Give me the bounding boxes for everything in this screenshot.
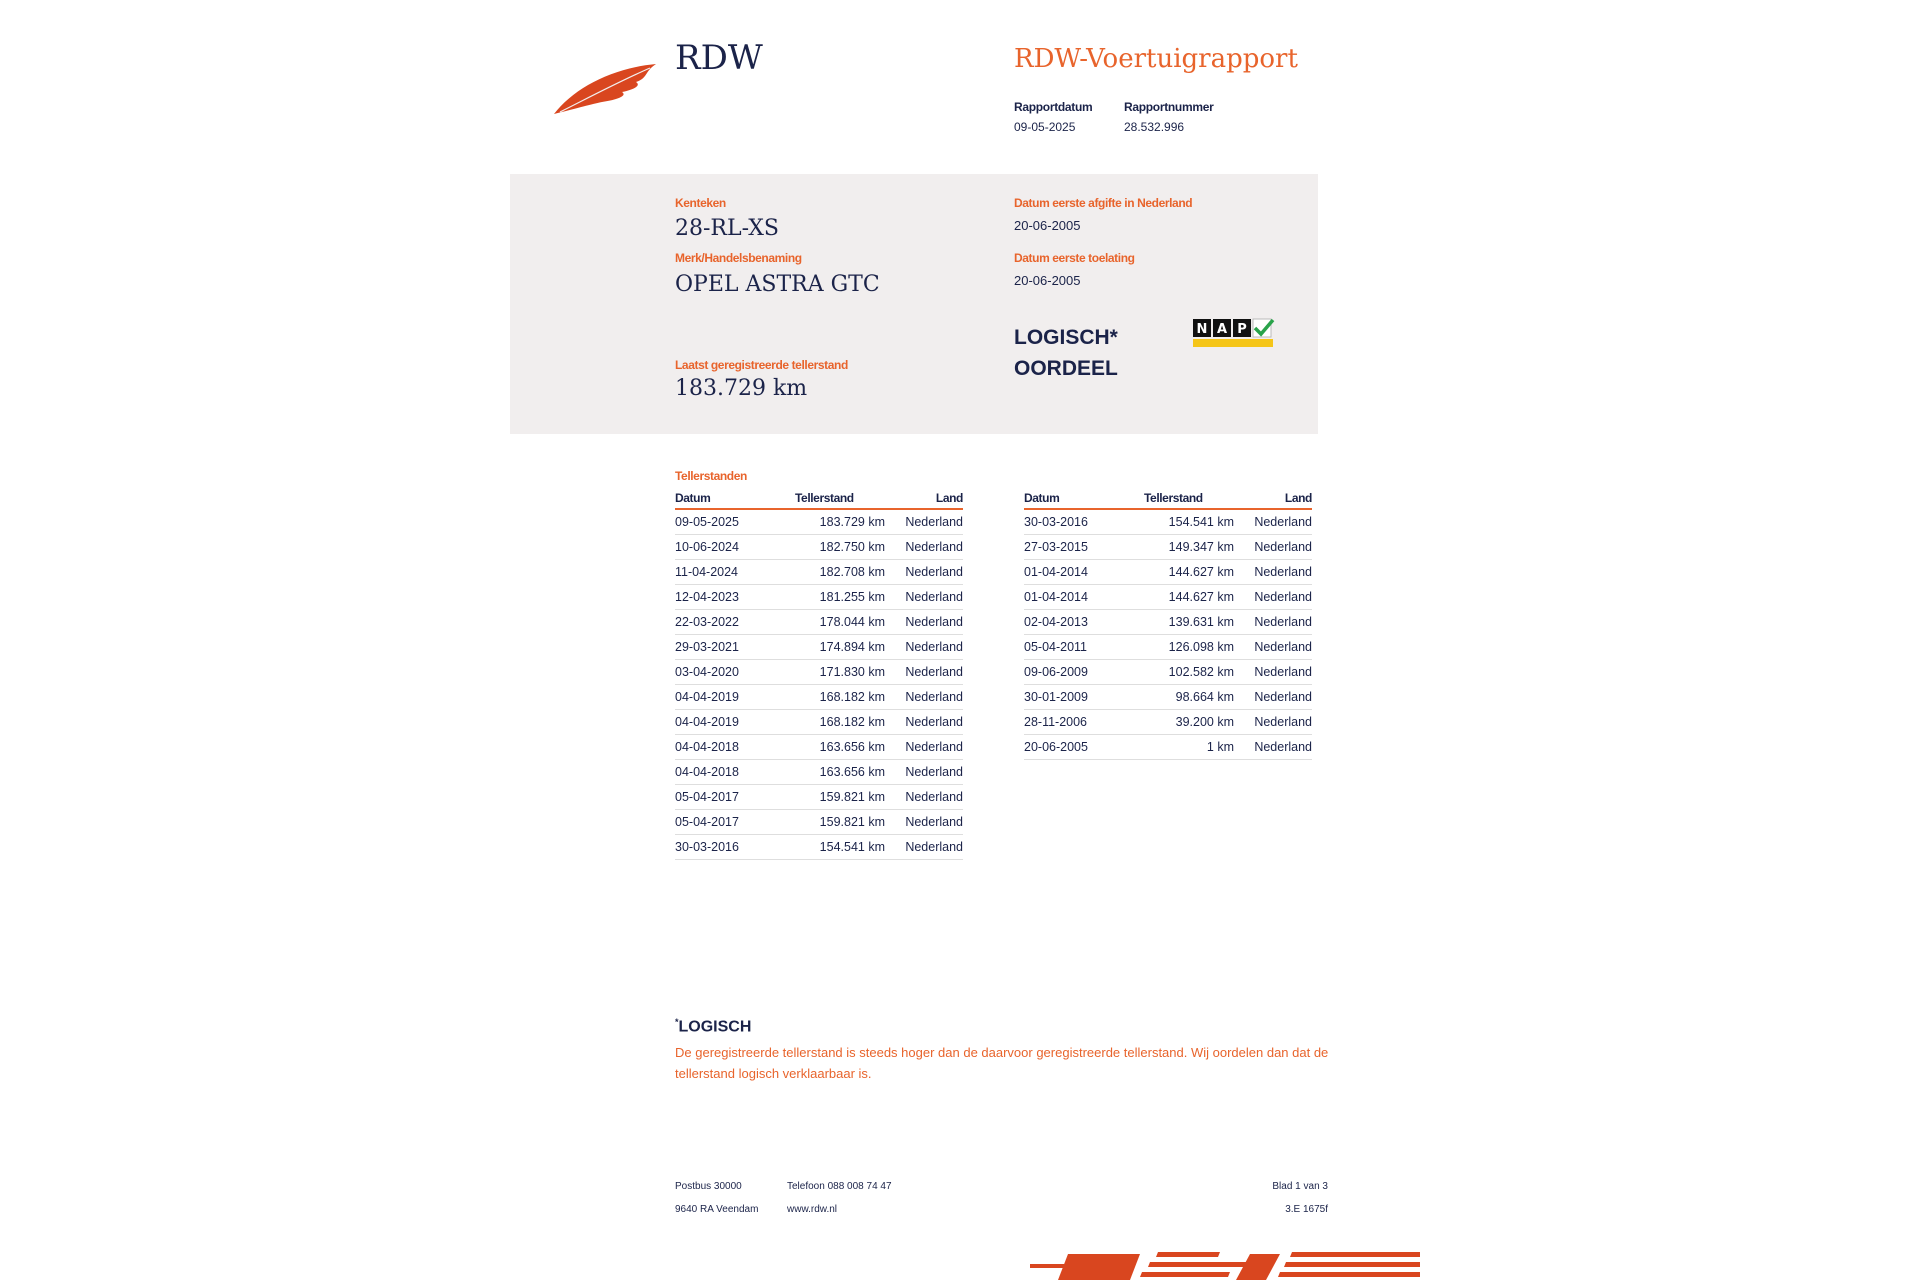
row-reading: 126.098 km [1168, 640, 1234, 654]
rdw-feather-logo-icon [552, 58, 662, 118]
nap-letter-a: A [1216, 322, 1228, 337]
row-country: Nederland [1254, 615, 1312, 629]
row-country: Nederland [905, 640, 963, 654]
row-date: 05-04-2017 [675, 815, 739, 829]
table-row [1024, 635, 1312, 660]
verdict-line-1: LOGISCH* [1014, 326, 1118, 349]
row-country: Nederland [905, 690, 963, 704]
row-date: 04-04-2019 [675, 715, 739, 729]
row-reading: 144.627 km [1168, 565, 1234, 579]
footer-code: 3.E 1675f [1285, 1204, 1328, 1215]
row-date: 30-03-2016 [1024, 515, 1088, 529]
row-date: 04-04-2019 [675, 690, 739, 704]
row-reading: 154.541 km [819, 840, 885, 854]
row-reading: 1 km [1206, 740, 1234, 754]
row-country: Nederland [905, 765, 963, 779]
row-reading: 144.627 km [1168, 590, 1234, 604]
table-row [675, 785, 963, 810]
nap-letter-p: P [1237, 322, 1247, 337]
first-issue-value: 20-06-2005 [1014, 218, 1081, 233]
row-reading: 182.750 km [819, 540, 885, 554]
table-row [675, 635, 963, 660]
row-reading: 178.044 km [819, 615, 885, 629]
table-row [675, 685, 963, 710]
odometer-table-left [675, 490, 963, 860]
row-country: Nederland [905, 615, 963, 629]
row-reading: 159.821 km [819, 815, 885, 829]
plate-value: 28-RL-XS [675, 216, 779, 241]
brand-name: RDW [675, 38, 763, 78]
table-row [1024, 660, 1312, 685]
header-date: Datum [1024, 491, 1060, 505]
table-row [675, 810, 963, 835]
row-reading: 181.255 km [819, 590, 885, 604]
make-value: OPEL ASTRA GTC [675, 272, 880, 297]
report-number: 28.532.996 [1124, 120, 1185, 134]
row-country: Nederland [1254, 590, 1312, 604]
row-date: 22-03-2022 [675, 615, 739, 629]
row-country: Nederland [905, 565, 963, 579]
make-label: Merk/Handelsbenaming [675, 251, 802, 265]
row-reading: 163.656 km [819, 740, 885, 754]
note-title-text: LOGISCH [678, 1018, 752, 1036]
row-date: 03-04-2020 [675, 665, 739, 679]
row-country: Nederland [1254, 690, 1312, 704]
table-header [1024, 490, 1312, 510]
vehicle-summary-panel [510, 174, 1318, 434]
table-row [675, 535, 963, 560]
table-row [675, 560, 963, 585]
report-title: RDW-Voertuigrapport [1014, 44, 1298, 74]
odometer-section-title: Tellerstanden [675, 469, 747, 483]
footer-page: Blad 1 van 3 [1272, 1181, 1328, 1192]
row-reading: 163.656 km [819, 765, 885, 779]
row-date: 04-04-2018 [675, 740, 739, 754]
first-admission-value: 20-06-2005 [1014, 273, 1081, 288]
row-date: 09-06-2009 [1024, 665, 1088, 679]
row-date: 02-04-2013 [1024, 615, 1088, 629]
first-issue-label: Datum eerste afgifte in Nederland [1014, 196, 1193, 210]
row-country: Nederland [905, 665, 963, 679]
row-country: Nederland [905, 515, 963, 529]
table-row [675, 660, 963, 685]
row-reading: 102.582 km [1168, 665, 1234, 679]
row-date: 01-04-2014 [1024, 590, 1088, 604]
table-row [675, 510, 963, 535]
row-country: Nederland [905, 540, 963, 554]
row-date: 27-03-2015 [1024, 540, 1088, 554]
table-row [675, 835, 963, 860]
row-country: Nederland [1254, 540, 1312, 554]
row-reading: 39.200 km [1175, 715, 1234, 729]
report-date: 09-05-2025 [1014, 120, 1076, 134]
row-date: 30-03-2016 [675, 840, 739, 854]
header-reading: Tellerstand [795, 491, 854, 505]
note-title [675, 1017, 751, 1036]
row-country: Nederland [905, 790, 963, 804]
row-reading: 168.182 km [819, 690, 885, 704]
table-row [1024, 685, 1312, 710]
row-date: 30-01-2009 [1024, 690, 1088, 704]
footer-phone: Telefoon 088 008 74 47 [787, 1181, 892, 1192]
row-country: Nederland [905, 715, 963, 729]
nap-check-logo-icon [1193, 317, 1275, 349]
table-row [675, 585, 963, 610]
last-odometer-value: 183.729 km [675, 376, 808, 401]
header-reading: Tellerstand [1144, 491, 1203, 505]
header-date: Datum [675, 491, 711, 505]
row-date: 05-04-2017 [675, 790, 739, 804]
row-date: 12-04-2023 [675, 590, 739, 604]
row-date: 05-04-2011 [1024, 640, 1088, 654]
row-date: 09-05-2025 [675, 515, 739, 529]
row-country: Nederland [905, 815, 963, 829]
decorative-stripes-icon [1030, 1250, 1420, 1280]
table-row [1024, 735, 1312, 760]
row-reading: 183.729 km [819, 515, 885, 529]
row-reading: 182.708 km [819, 565, 885, 579]
row-date: 29-03-2021 [675, 640, 739, 654]
row-reading: 149.347 km [1168, 540, 1234, 554]
note-text: De geregistreerde tellerstand is steeds hoger dan de daarvoor geregistreerde tellerstand. Wij oordelen dan dat de tellerstand logisch verklaarbaar is. [675, 1045, 1329, 1081]
odometer-verdict [1014, 322, 1118, 384]
row-reading: 139.631 km [1168, 615, 1234, 629]
last-odometer-label: Laatst geregistreerde tellerstand [675, 358, 848, 372]
table-row [1024, 585, 1312, 610]
row-country: Nederland [1254, 715, 1312, 729]
table-row [1024, 560, 1312, 585]
table-row [1024, 535, 1312, 560]
footer-address-2: 9640 RA Veendam [675, 1204, 759, 1215]
row-date: 11-04-2024 [675, 565, 739, 579]
row-country: Nederland [905, 840, 963, 854]
table-row [1024, 510, 1312, 535]
nap-letter-n: N [1196, 322, 1208, 337]
table-row [675, 710, 963, 735]
panel-notch [510, 414, 610, 434]
table-header [675, 490, 963, 510]
table-row [675, 610, 963, 635]
row-country: Nederland [905, 740, 963, 754]
row-date: 10-06-2024 [675, 540, 739, 554]
table-row [1024, 710, 1312, 735]
report-date-label: Rapportdatum [1014, 100, 1093, 114]
row-date: 01-04-2014 [1024, 565, 1088, 579]
table-row [675, 760, 963, 785]
row-country: Nederland [1254, 565, 1312, 579]
row-date: 04-04-2018 [675, 765, 739, 779]
row-country: Nederland [1254, 640, 1312, 654]
row-country: Nederland [1254, 665, 1312, 679]
row-reading: 174.894 km [819, 640, 885, 654]
footer-address-1: Postbus 30000 [675, 1181, 742, 1192]
plate-label: Kenteken [675, 196, 726, 210]
row-date: 20-06-2005 [1024, 740, 1088, 754]
row-country: Nederland [1254, 515, 1312, 529]
header-country: Land [935, 491, 963, 505]
row-date: 28-11-2006 [1024, 715, 1088, 729]
note-marker: * [675, 1017, 679, 1027]
row-country: Nederland [1254, 740, 1312, 754]
row-reading: 154.541 km [1168, 515, 1234, 529]
odometer-table-right [1024, 490, 1312, 760]
row-country: Nederland [905, 590, 963, 604]
first-admission-label: Datum eerste toelating [1014, 251, 1135, 265]
table-row [675, 735, 963, 760]
header-country: Land [1284, 491, 1312, 505]
report-number-label: Rapportnummer [1124, 100, 1214, 114]
table-row [1024, 610, 1312, 635]
footer-web: www.rdw.nl [787, 1204, 838, 1215]
row-reading: 159.821 km [819, 790, 885, 804]
row-reading: 98.664 km [1175, 690, 1234, 704]
row-reading: 171.830 km [819, 665, 885, 679]
row-reading: 168.182 km [819, 715, 885, 729]
verdict-line-2: OORDEEL [1014, 357, 1118, 380]
